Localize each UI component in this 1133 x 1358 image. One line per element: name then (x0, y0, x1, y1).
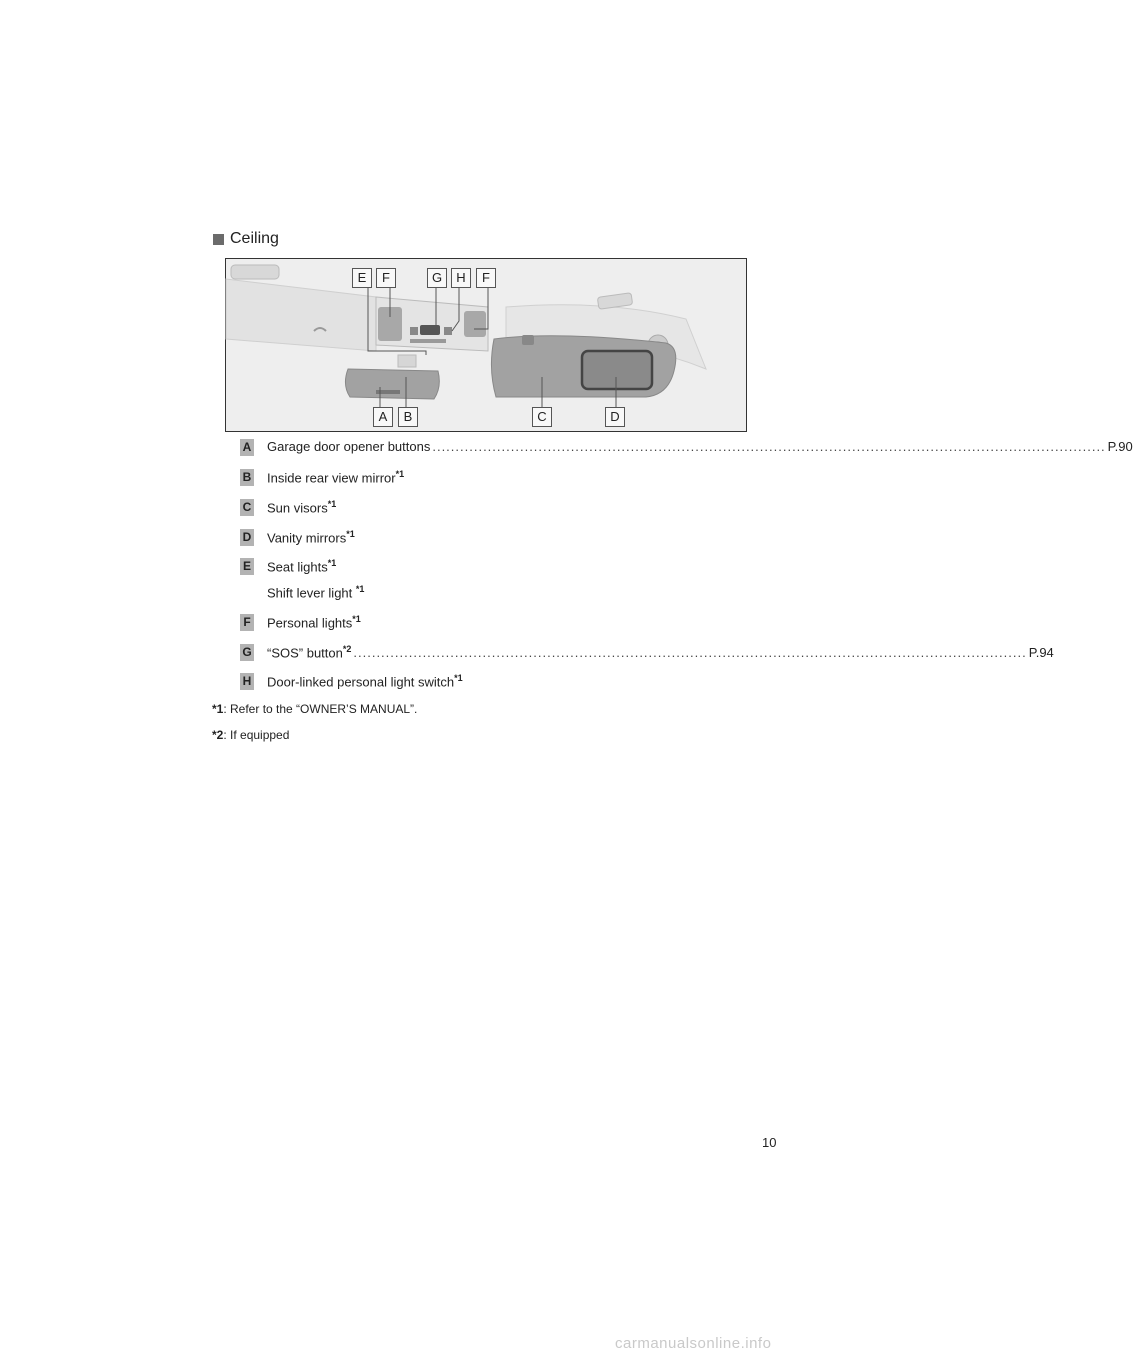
leader-dots: .................................................................................................................................................. (432, 439, 1106, 454)
callout-badge-g: G (240, 644, 254, 661)
page-number: 10 (762, 1135, 777, 1150)
callout-badge-c: C (240, 499, 254, 516)
callout-row-g (267, 644, 1054, 661)
footnote-mark: *2 (212, 728, 224, 742)
figure-label-f: F (376, 268, 396, 288)
callout-row-f (267, 614, 361, 630)
footnote-mark: *1 (212, 702, 224, 716)
callout-label-c: Sun visors (267, 500, 328, 516)
callout-sublabel-e: Shift lever light (267, 585, 356, 601)
callout-row-a (267, 439, 1133, 454)
callout-label-b: Inside rear view mirror (267, 470, 396, 486)
figure-label-b: B (398, 407, 418, 427)
section-heading (213, 230, 279, 248)
callout-row-c (267, 499, 336, 515)
callout-badge-d: D (240, 529, 254, 546)
ceiling-illustration (225, 258, 747, 432)
callout-row-d (267, 529, 355, 545)
callout-label-e: Seat lights (267, 559, 328, 575)
section-title: Ceiling (230, 230, 279, 247)
footnote-ref: *1 (327, 499, 337, 509)
callout-label-g (267, 644, 351, 660)
callout-subline-e (267, 584, 364, 600)
footnote-ref: *1 (346, 529, 355, 539)
footnote-ref: *1 (327, 558, 337, 568)
figure-label-d: D (605, 407, 625, 427)
figure-label-g: G (427, 268, 447, 288)
footnote-ref: *2 (342, 644, 352, 654)
callout-row-h (267, 673, 463, 689)
callout-badge-e: E (240, 558, 254, 575)
square-bullet-icon (213, 234, 224, 245)
callout-row-b (267, 469, 404, 485)
figure-label-a: A (373, 407, 393, 427)
figure-label-f2: F (476, 268, 496, 288)
callout-label-f: Personal lights (267, 615, 353, 631)
figure-label-h: H (451, 268, 471, 288)
callout-badge-a: A (240, 439, 254, 456)
callout-label-a: Garage door opener buttons (267, 439, 431, 454)
footnote-ref: *1 (454, 673, 463, 683)
footnote-1 (212, 702, 417, 716)
figure-label-e: E (352, 268, 372, 288)
callout-badge-h: H (240, 673, 254, 690)
watermark: carmanualsonline.info (615, 1335, 772, 1352)
figure-label-c: C (532, 407, 552, 427)
footnote-ref: *1 (352, 614, 361, 624)
footnote-ref: *1 (355, 584, 365, 594)
footnote-text: : Refer to the “OWNER’S MANUAL”. (223, 702, 418, 716)
footnote-text: : If equipped (223, 728, 290, 742)
callout-badge-b: B (240, 469, 254, 486)
callout-label-d: Vanity mirrors (267, 530, 347, 546)
leader-dots: .................................................................................................................................................. (353, 645, 1027, 661)
callout-row-e (267, 558, 336, 574)
footnote-ref: *1 (395, 469, 405, 479)
footnote-2 (212, 728, 289, 742)
callout-badge-f: F (240, 614, 254, 631)
callout-label-g-text: “SOS” button (267, 645, 343, 661)
page-link-p94[interactable]: P.94 (1028, 645, 1054, 661)
page-link-p90[interactable]: P.90 (1107, 439, 1133, 454)
callout-label-h: Door-linked personal light switch (267, 674, 455, 690)
